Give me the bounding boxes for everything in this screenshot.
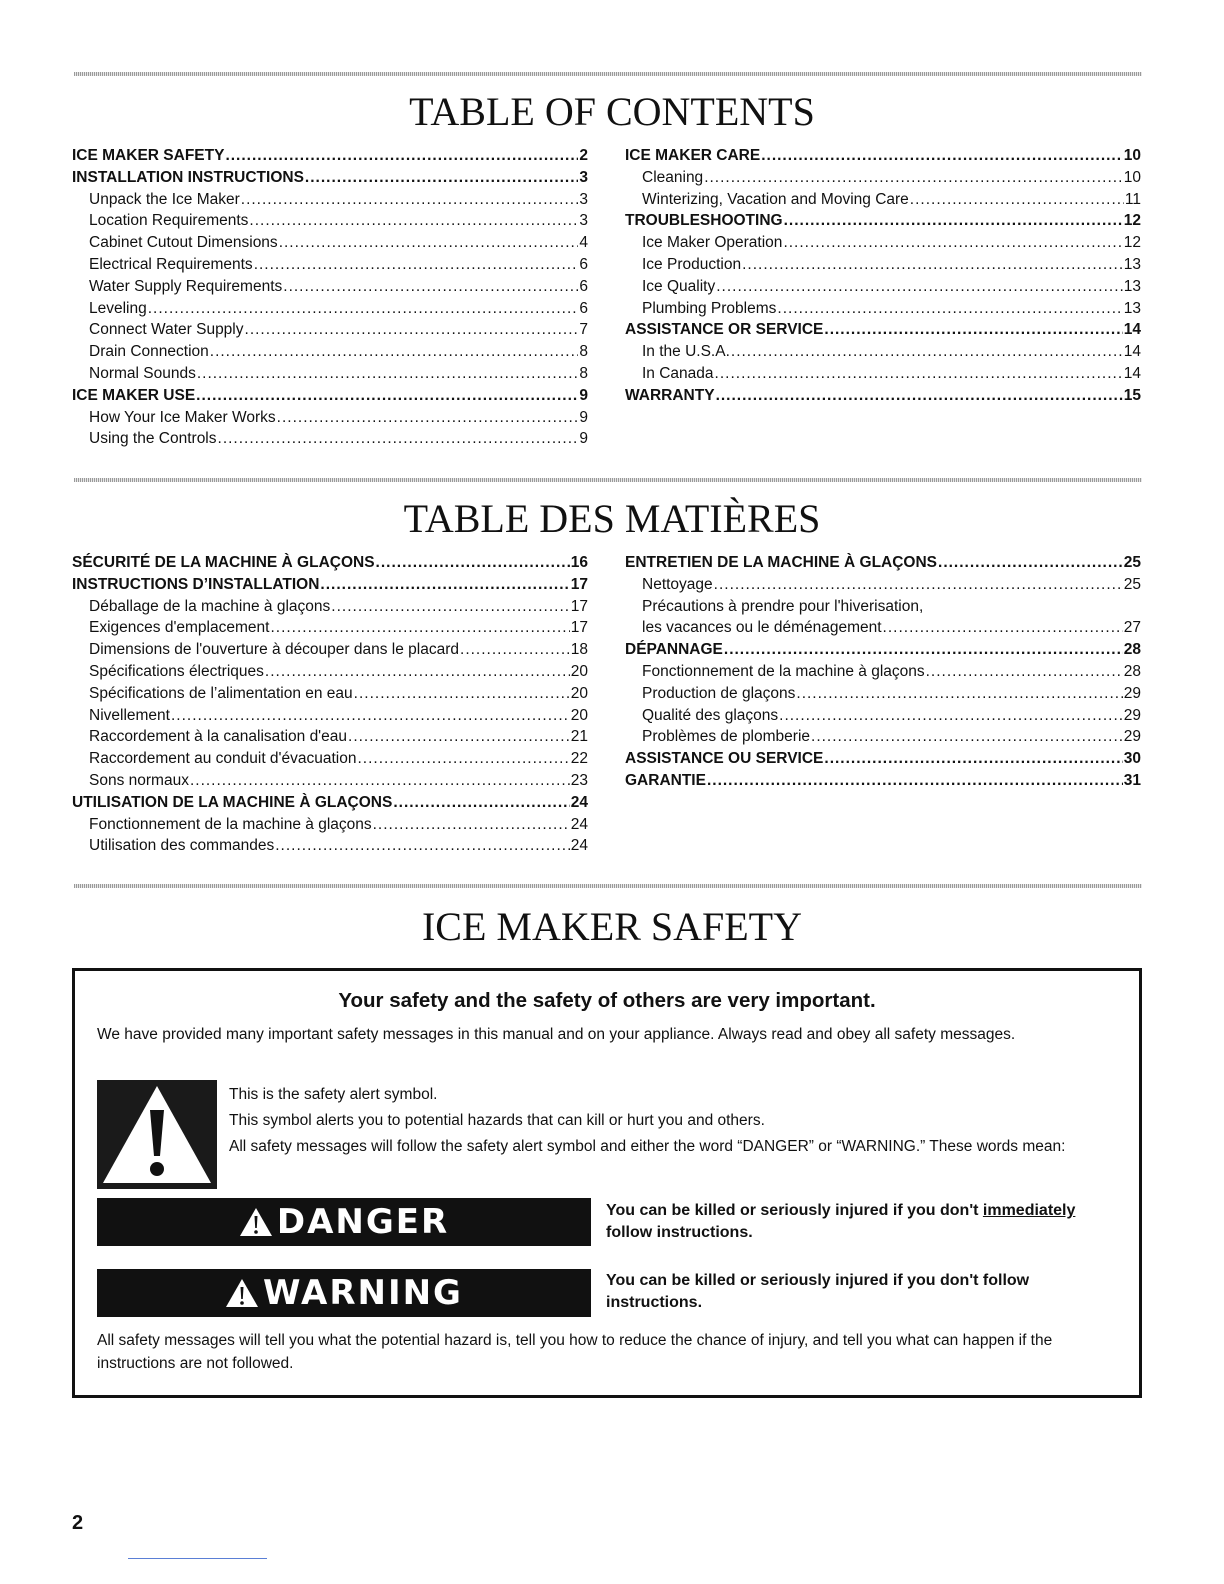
toc-page-number: 2	[579, 147, 588, 164]
toc-page-number: 8	[579, 343, 588, 361]
toc-entry-label: In Canada	[642, 364, 714, 382]
safety-box	[72, 968, 1142, 1398]
toc-en-left-column	[72, 145, 588, 450]
toc-entry-label: Using the Controls	[89, 430, 217, 448]
toc-entry-label: Electrical Requirements	[89, 255, 253, 273]
toc-leader-dots	[784, 210, 1123, 232]
safety-title: ICE MAKER SAFETY	[421, 904, 803, 949]
toc-page-number: 17	[570, 597, 588, 615]
toc-subentry	[72, 407, 588, 429]
toc-page-number: 9	[579, 386, 588, 404]
toc-subentry	[625, 341, 1141, 363]
toc-entry-label: Spécifications électriques	[89, 662, 264, 680]
toc-page-number: 13	[1123, 277, 1141, 295]
toc-subentry	[625, 363, 1141, 385]
toc-entry-label: Dimensions de l'ouverture à découper dans le placard	[89, 641, 460, 659]
toc-fr-left-column	[72, 552, 588, 857]
toc-section-entry	[72, 552, 588, 574]
toc-entry-label: Ice Maker Operation	[642, 234, 783, 252]
toc-leader-dots	[824, 319, 1122, 341]
toc-leader-dots	[348, 726, 570, 748]
toc-page-number: 15	[1123, 386, 1141, 404]
toc-page-number: 17	[570, 575, 588, 593]
toc-entry-label: GARANTIE	[625, 771, 706, 789]
toc-subentry	[72, 639, 588, 661]
toc-subentry	[625, 596, 1141, 618]
toc-leader-dots	[742, 254, 1123, 276]
toc-page-number: 29	[1123, 728, 1141, 746]
toc-page-number: 12	[1123, 234, 1141, 252]
toc-leader-dots	[241, 189, 579, 211]
toc-entry-label: Location Requirements	[89, 212, 249, 230]
toc-section-entry	[72, 145, 588, 167]
toc-subentry	[72, 617, 588, 639]
toc-entry-label: Nivellement	[89, 706, 170, 724]
toc-entry-label: Plumbing Problems	[642, 299, 777, 317]
toc-subentry	[72, 596, 588, 618]
toc-entry-label: SÉCURITÉ DE LA MACHINE À GLAÇONS	[72, 554, 375, 571]
alert-line: This is the safety alert symbol.	[229, 1086, 438, 1103]
toc-entry-label: Raccordement à la canalisation d'eau	[89, 728, 348, 746]
toc-entry-label: Cabinet Cutout Dimensions	[89, 234, 278, 252]
toc-subentry	[72, 770, 588, 792]
toc-entry-label: Winterizing, Vacation and Moving Care	[642, 190, 909, 208]
toc-leader-dots	[171, 705, 570, 727]
toc-entry-label: Nettoyage	[642, 575, 713, 593]
toc-page-number: 7	[579, 321, 588, 339]
divider-top	[74, 72, 1142, 76]
toc-subentry	[625, 574, 1141, 596]
toc-entry-label: Connect Water Supply	[89, 321, 244, 339]
toc-leader-dots	[254, 254, 579, 276]
danger-description	[606, 1200, 1126, 1244]
toc-leader-dots	[910, 189, 1124, 211]
toc-subentry	[72, 814, 588, 836]
toc-leader-dots	[761, 145, 1123, 167]
toc-entry-label: Déballage de la machine à glaçons	[89, 597, 331, 615]
toc-entry-label: Drain Connection	[89, 343, 209, 361]
toc-subentry	[625, 617, 1141, 639]
toc-entry-label: ICE MAKER USE	[72, 386, 196, 404]
toc-subentry	[625, 726, 1141, 748]
toc-leader-dots	[724, 639, 1123, 661]
toc-section-entry	[625, 145, 1141, 167]
toc-leader-dots	[926, 661, 1123, 683]
toc-subentry	[72, 276, 588, 298]
toc-entry-label: Normal Sounds	[89, 364, 196, 382]
toc-page-number: 31	[1123, 771, 1141, 789]
toc-fr-right-column	[625, 552, 1141, 792]
toc-page-number: 17	[570, 619, 588, 637]
toc-leader-dots	[305, 167, 578, 189]
toc-page-number: 9	[579, 430, 588, 448]
toc-leader-dots	[275, 835, 570, 857]
toc-entry-label: Ice Quality	[642, 277, 716, 295]
toc-leader-dots	[218, 428, 579, 450]
danger-signal-word	[97, 1198, 591, 1246]
toc-leader-dots	[283, 276, 578, 298]
toc-section-entry	[625, 552, 1141, 574]
warning-description: You can be killed or seriously injured if you don't follow instructions.	[606, 1272, 1030, 1311]
toc-leader-dots	[716, 276, 1123, 298]
toc-page-number: 8	[579, 364, 588, 382]
toc-subentry	[72, 748, 588, 770]
toc-subentry	[72, 189, 588, 211]
toc-entry-label: Qualité des glaçons	[642, 706, 779, 724]
toc-entry-label: les vacances ou le déménagement	[642, 619, 882, 637]
toc-page-number: 21	[570, 728, 588, 746]
toc-subentry	[72, 341, 588, 363]
safety-intro: We have provided many important safety messages in this manual and on your appliance. Always read and obey all safety messages.	[97, 1026, 1016, 1043]
toc-leader-dots	[373, 814, 570, 836]
toc-page-number: 9	[579, 408, 588, 426]
toc-subentry	[72, 210, 588, 232]
warning-label: WARNING	[263, 1273, 463, 1313]
toc-page-number: 27	[1123, 619, 1141, 637]
toc-leader-dots	[824, 748, 1122, 770]
toc-leader-dots	[148, 298, 579, 320]
toc-subentry	[72, 428, 588, 450]
toc-leader-dots	[883, 617, 1123, 639]
toc-page-number: 24	[570, 793, 588, 811]
danger-text-part: follow instructions.	[606, 1224, 753, 1241]
toc-leader-dots	[811, 726, 1123, 748]
toc-page-number: 13	[1123, 299, 1141, 317]
toc-section-entry	[72, 792, 588, 814]
toc-page-number: 20	[570, 684, 588, 702]
toc-subentry	[72, 683, 588, 705]
toc-entry-label: Sons normaux	[89, 771, 189, 789]
toc-page-number: 18	[570, 641, 588, 659]
toc-subentry	[625, 254, 1141, 276]
toc-leader-dots	[210, 341, 579, 363]
toc-subentry	[625, 661, 1141, 683]
toc-subentry	[72, 705, 588, 727]
divider-middle	[74, 478, 1142, 482]
toc-entry-label: How Your Ice Maker Works	[89, 408, 276, 426]
danger-text-part: You can be killed or seriously injured if you don't	[606, 1202, 979, 1219]
toc-leader-dots	[731, 341, 1123, 363]
toc-subentry	[625, 298, 1141, 320]
toc-page-number: 29	[1123, 684, 1141, 702]
toc-page-number: 3	[579, 168, 588, 186]
toc-subentry	[72, 661, 588, 683]
warning-signal-word	[97, 1269, 591, 1317]
alert-line: All safety messages will follow the safety alert symbol and either the word “DANGER” or “WARNING.” These words mean:	[229, 1138, 1066, 1155]
toc-subentry	[625, 683, 1141, 705]
warning-triangle-icon	[239, 1207, 273, 1237]
warning-triangle-icon	[225, 1278, 259, 1308]
toc-subentry	[625, 189, 1141, 211]
toc-leader-dots	[715, 363, 1123, 385]
toc-page-number: 20	[570, 662, 588, 680]
toc-leader-dots	[779, 705, 1123, 727]
toc-section-entry	[625, 319, 1141, 341]
toc-entry-label: ICE MAKER CARE	[625, 147, 761, 164]
toc-entry-label: Unpack the Ice Maker	[89, 190, 240, 208]
toc-page-number: 20	[570, 706, 588, 724]
toc-subentry	[625, 705, 1141, 727]
toc-leader-dots	[460, 639, 570, 661]
toc-subentry	[72, 254, 588, 276]
toc-entry-label: Ice Production	[642, 255, 742, 273]
toc-entry-label: ENTRETIEN DE LA MACHINE À GLAÇONS	[625, 554, 938, 571]
safety-alert-icon	[97, 1080, 217, 1189]
toc-entry-label: ICE MAKER SAFETY	[72, 147, 225, 164]
toc-leader-dots	[796, 683, 1122, 705]
toc-entry-label: Water Supply Requirements	[89, 277, 283, 295]
toc-page-number: 16	[570, 554, 588, 571]
toc-section-entry	[625, 210, 1141, 232]
toc-leader-dots	[716, 385, 1123, 407]
toc-leader-dots	[277, 407, 579, 429]
toc-leader-dots	[777, 298, 1122, 320]
toc-leader-dots	[393, 792, 569, 814]
safety-heading: Your safety and the safety of others are very important.	[338, 989, 876, 1012]
toc-section-entry	[625, 770, 1141, 792]
toc-page-number: 25	[1123, 554, 1141, 571]
toc-entry-label: WARRANTY	[625, 386, 715, 404]
toc-entry-label: Précautions à prendre pour l'hiverisation,	[642, 597, 924, 615]
toc-page-number: 14	[1123, 343, 1141, 361]
toc-leader-dots	[704, 167, 1123, 189]
toc-title: TABLE OF CONTENTS	[409, 89, 815, 134]
toc-leader-dots	[331, 596, 569, 618]
toc-page-number: 6	[579, 299, 588, 317]
toc-entry-label: DÉPANNAGE	[625, 641, 723, 659]
toc-subentry	[72, 835, 588, 857]
toc-leader-dots	[714, 574, 1123, 596]
toc-leader-dots	[265, 661, 570, 683]
toc-subentry	[625, 167, 1141, 189]
toc-entry-label: Problèmes de plomberie	[642, 728, 811, 746]
toc-entry-label: Spécifications de l’alimentation en eau	[89, 684, 353, 702]
toc-page-number: 30	[1123, 750, 1141, 768]
toc-page-number: 14	[1123, 364, 1141, 382]
toc-page-number: 23	[570, 771, 588, 789]
toc-leader-dots	[270, 617, 569, 639]
toc-leader-dots	[190, 770, 570, 792]
alert-line: This symbol alerts you to potential hazards that can kill or hurt you and others.	[229, 1112, 765, 1129]
toc-entry-label: Cleaning	[642, 168, 704, 186]
toc-page-number: 29	[1123, 706, 1141, 724]
toc-entry-label: ASSISTANCE OU SERVICE	[625, 750, 824, 768]
toc-entry-label: INSTRUCTIONS D’INSTALLATION	[72, 575, 320, 593]
toc-page-number: 3	[579, 212, 588, 230]
toc-page-number: 6	[579, 277, 588, 295]
toc-leader-dots	[279, 232, 579, 254]
toc-leader-dots	[196, 385, 578, 407]
toc-subentry	[72, 319, 588, 341]
toc-page-number: 25	[1123, 575, 1141, 593]
toc-fr-title: TABLE DES MATIÈRES	[403, 496, 821, 541]
toc-section-entry	[625, 748, 1141, 770]
toc-leader-dots	[707, 770, 1123, 792]
toc-page-number: 22	[570, 750, 588, 768]
toc-page-number: 13	[1123, 255, 1141, 273]
toc-subentry	[72, 363, 588, 385]
toc-entry-label: Exigences d'emplacement	[89, 619, 270, 637]
toc-page-number: 10	[1123, 168, 1141, 186]
toc-leader-dots	[249, 210, 578, 232]
toc-page-number: 14	[1123, 321, 1141, 339]
toc-leader-dots	[938, 552, 1123, 574]
alert-explanation	[229, 1083, 1109, 1161]
toc-leader-dots	[376, 552, 570, 574]
toc-page-number: 28	[1123, 662, 1141, 680]
toc-entry-label: Fonctionnement de la machine à glaçons	[642, 662, 925, 680]
toc-entry-label: ASSISTANCE OR SERVICE	[625, 321, 824, 339]
toc-section-entry	[625, 385, 1141, 407]
page-number: 2	[72, 1512, 84, 1534]
danger-label: DANGER	[276, 1202, 450, 1242]
toc-page-number: 24	[570, 815, 588, 833]
toc-entry-label: Production de glaçons	[642, 684, 796, 702]
toc-leader-dots	[320, 574, 569, 596]
bottom-link-line	[128, 1558, 267, 1559]
toc-leader-dots	[197, 363, 579, 385]
safety-footer: All safety messages will tell you what the potential hazard is, tell you how to reduce the chance of injury, and tell you what can happen if the instructions are not followed.	[97, 1332, 1053, 1372]
toc-entry-label: Utilisation des commandes	[89, 837, 275, 855]
toc-page-number: 12	[1123, 212, 1141, 230]
toc-subentry	[72, 232, 588, 254]
toc-page-number: 11	[1124, 190, 1141, 208]
toc-entry-label: Fonctionnement de la machine à glaçons	[89, 815, 372, 833]
toc-subentry	[72, 298, 588, 320]
toc-page-number: 4	[579, 234, 588, 252]
toc-entry-label: UTILISATION DE LA MACHINE À GLAÇONS	[72, 793, 393, 811]
toc-entry-label: Leveling	[89, 299, 147, 317]
toc-leader-dots	[245, 319, 579, 341]
toc-page-number: 24	[570, 837, 588, 855]
toc-leader-dots	[354, 683, 570, 705]
toc-subentry	[625, 276, 1141, 298]
toc-section-entry	[72, 167, 588, 189]
toc-subentry	[625, 232, 1141, 254]
toc-page-number: 28	[1123, 641, 1141, 659]
toc-page-number: 3	[579, 190, 588, 208]
toc-entry-label: TROUBLESHOOTING	[625, 212, 783, 230]
toc-section-entry	[72, 574, 588, 596]
toc-section-entry	[625, 639, 1141, 661]
toc-subentry	[72, 726, 588, 748]
divider-lower	[74, 884, 1142, 888]
toc-section-entry	[72, 385, 588, 407]
toc-leader-dots	[225, 145, 578, 167]
toc-entry-label: In the U.S.A.	[642, 343, 730, 361]
toc-en-right-column	[625, 145, 1141, 407]
toc-entry-label: INSTALLATION INSTRUCTIONS	[72, 168, 304, 186]
toc-leader-dots	[783, 232, 1122, 254]
toc-page-number: 6	[579, 255, 588, 273]
danger-text-emphasis: immediately	[982, 1202, 1076, 1219]
toc-page-number: 10	[1123, 147, 1141, 164]
toc-leader-dots	[358, 748, 570, 770]
toc-entry-label: Raccordement au conduit d'évacuation	[89, 750, 357, 768]
